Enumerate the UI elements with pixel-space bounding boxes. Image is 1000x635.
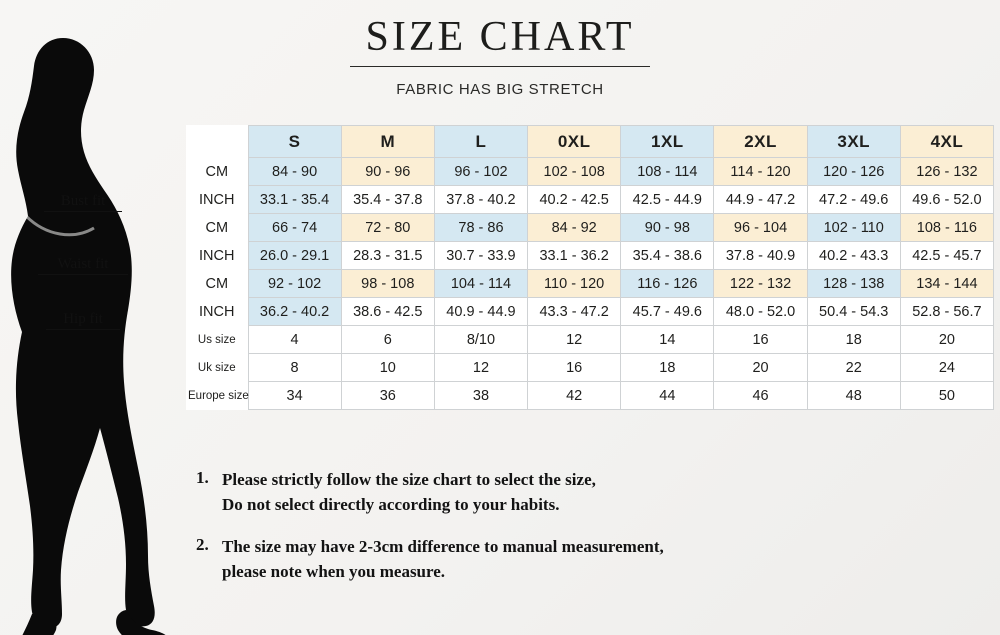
cell: 96 - 102	[434, 158, 527, 186]
cell: 24	[900, 354, 993, 382]
cell: 40.2 - 43.3	[807, 242, 900, 270]
cell: 36.2 - 40.2	[248, 298, 341, 326]
cell: 35.4 - 38.6	[621, 242, 714, 270]
table-row	[186, 326, 994, 354]
table-corner-cell	[186, 126, 248, 158]
cell: 50.4 - 54.3	[807, 298, 900, 326]
size-chart-table-wrap	[186, 125, 994, 410]
cell: 34	[248, 382, 341, 410]
cell: 90 - 96	[341, 158, 434, 186]
note-number: 1.	[196, 468, 209, 487]
table-row	[186, 186, 994, 214]
cell: 42.5 - 45.7	[900, 242, 993, 270]
notes-section	[196, 468, 976, 603]
table-row	[186, 298, 994, 326]
cell: 92 - 102	[248, 270, 341, 298]
table-header-row	[186, 126, 994, 158]
hip-fit-underline	[46, 329, 120, 330]
cell: 134 - 144	[900, 270, 993, 298]
cell: 42	[528, 382, 621, 410]
column-header-1xl: 1XL	[621, 126, 714, 158]
cell: 66 - 74	[248, 214, 341, 242]
cell: 44.9 - 47.2	[714, 186, 807, 214]
cell: 50	[900, 382, 993, 410]
cell: 20	[900, 326, 993, 354]
cell: 96 - 104	[714, 214, 807, 242]
bust-fit-text: Bust fit	[60, 193, 106, 209]
row-label-bust-inch: INCH	[186, 186, 248, 214]
cell: 49.6 - 52.0	[900, 186, 993, 214]
cell: 36	[341, 382, 434, 410]
column-header-4xl: 4XL	[900, 126, 993, 158]
table-row	[186, 242, 994, 270]
cell: 37.8 - 40.2	[434, 186, 527, 214]
column-header-l: L	[434, 126, 527, 158]
cell: 38	[434, 382, 527, 410]
cell: 16	[528, 354, 621, 382]
cell: 104 - 114	[434, 270, 527, 298]
cell: 20	[714, 354, 807, 382]
cell: 84 - 92	[528, 214, 621, 242]
cell: 78 - 86	[434, 214, 527, 242]
cell: 46	[714, 382, 807, 410]
header	[0, 14, 1000, 98]
cell: 126 - 132	[900, 158, 993, 186]
cell: 18	[807, 326, 900, 354]
page-subtitle: FABRIC HAS BIG STRETCH	[396, 81, 604, 99]
cell: 90 - 98	[621, 214, 714, 242]
cell: 72 - 80	[341, 214, 434, 242]
row-label-us-size: Us size	[186, 326, 248, 354]
table-row	[186, 158, 994, 186]
page-title: SIZE CHART	[365, 14, 635, 60]
column-header-m: M	[341, 126, 434, 158]
cell: 47.2 - 49.6	[807, 186, 900, 214]
waist-fit-label	[38, 256, 128, 275]
column-header-2xl: 2XL	[714, 126, 807, 158]
note-line: The size may have 2-3cm difference to manual measurement,	[222, 537, 664, 557]
cell: 33.1 - 35.4	[248, 186, 341, 214]
cell: 33.1 - 36.2	[528, 242, 621, 270]
bust-fit-label	[44, 193, 122, 212]
cell: 40.9 - 44.9	[434, 298, 527, 326]
note-item	[196, 535, 976, 584]
bust-fit-underline	[44, 211, 122, 212]
cell: 30.7 - 33.9	[434, 242, 527, 270]
cell: 14	[621, 326, 714, 354]
table-row	[186, 270, 994, 298]
row-label-bust-cm: CM	[186, 158, 248, 186]
note-line: please note when you measure.	[222, 561, 446, 581]
cell: 43.3 - 47.2	[528, 298, 621, 326]
row-label-waist-inch: INCH	[186, 242, 248, 270]
cell: 120 - 126	[807, 158, 900, 186]
cell: 84 - 90	[248, 158, 341, 186]
cell: 16	[714, 326, 807, 354]
cell: 42.5 - 44.9	[621, 186, 714, 214]
cell: 28.3 - 31.5	[341, 242, 434, 270]
note-number: 2.	[196, 535, 209, 555]
table-row	[186, 382, 994, 410]
cell: 22	[807, 354, 900, 382]
woman-silhouette-icon	[0, 30, 200, 635]
title-divider	[350, 66, 650, 67]
cell: 8	[248, 354, 341, 382]
cell: 45.7 - 49.6	[621, 298, 714, 326]
cell: 52.8 - 56.7	[900, 298, 993, 326]
row-label-waist-cm: CM	[186, 214, 248, 242]
cell: 8/10	[434, 326, 527, 354]
note-item	[196, 468, 976, 517]
cell: 26.0 - 29.1	[248, 242, 341, 270]
cell: 38.6 - 42.5	[341, 298, 434, 326]
cell: 12	[434, 354, 527, 382]
column-header-0xl: 0XL	[528, 126, 621, 158]
cell: 12	[528, 326, 621, 354]
table-row	[186, 214, 994, 242]
waist-fit-underline	[38, 274, 128, 275]
cell: 35.4 - 37.8	[341, 186, 434, 214]
cell: 98 - 108	[341, 270, 434, 298]
column-header-s: S	[248, 126, 341, 158]
waist-fit-text: Waist fit	[57, 256, 109, 272]
cell: 102 - 108	[528, 158, 621, 186]
row-label-uk-size: Uk size	[186, 354, 248, 382]
cell: 48.0 - 52.0	[714, 298, 807, 326]
cell: 128 - 138	[807, 270, 900, 298]
cell: 108 - 116	[900, 214, 993, 242]
cell: 37.8 - 40.9	[714, 242, 807, 270]
note-body	[222, 468, 596, 517]
cell: 6	[341, 326, 434, 354]
cell: 10	[341, 354, 434, 382]
column-header-3xl: 3XL	[807, 126, 900, 158]
cell: 40.2 - 42.5	[528, 186, 621, 214]
note-line: Do not select directly according to your habits.	[222, 494, 560, 514]
note-line: Please strictly follow the size chart to select the size,	[222, 470, 596, 489]
hip-fit-label	[46, 311, 120, 330]
cell: 116 - 126	[621, 270, 714, 298]
cell: 18	[621, 354, 714, 382]
cell: 44	[621, 382, 714, 410]
cell: 114 - 120	[714, 158, 807, 186]
hip-fit-text: Hip fit	[63, 311, 103, 327]
cell: 4	[248, 326, 341, 354]
cell: 102 - 110	[807, 214, 900, 242]
cell: 110 - 120	[528, 270, 621, 298]
table-row	[186, 354, 994, 382]
size-chart-table	[186, 125, 994, 410]
row-label-hip-cm: CM	[186, 270, 248, 298]
note-body	[222, 535, 664, 584]
cell: 122 - 132	[714, 270, 807, 298]
cell: 108 - 114	[621, 158, 714, 186]
row-label-hip-inch: INCH	[186, 298, 248, 326]
row-label-europe-size: Europe size	[186, 382, 248, 410]
cell: 48	[807, 382, 900, 410]
